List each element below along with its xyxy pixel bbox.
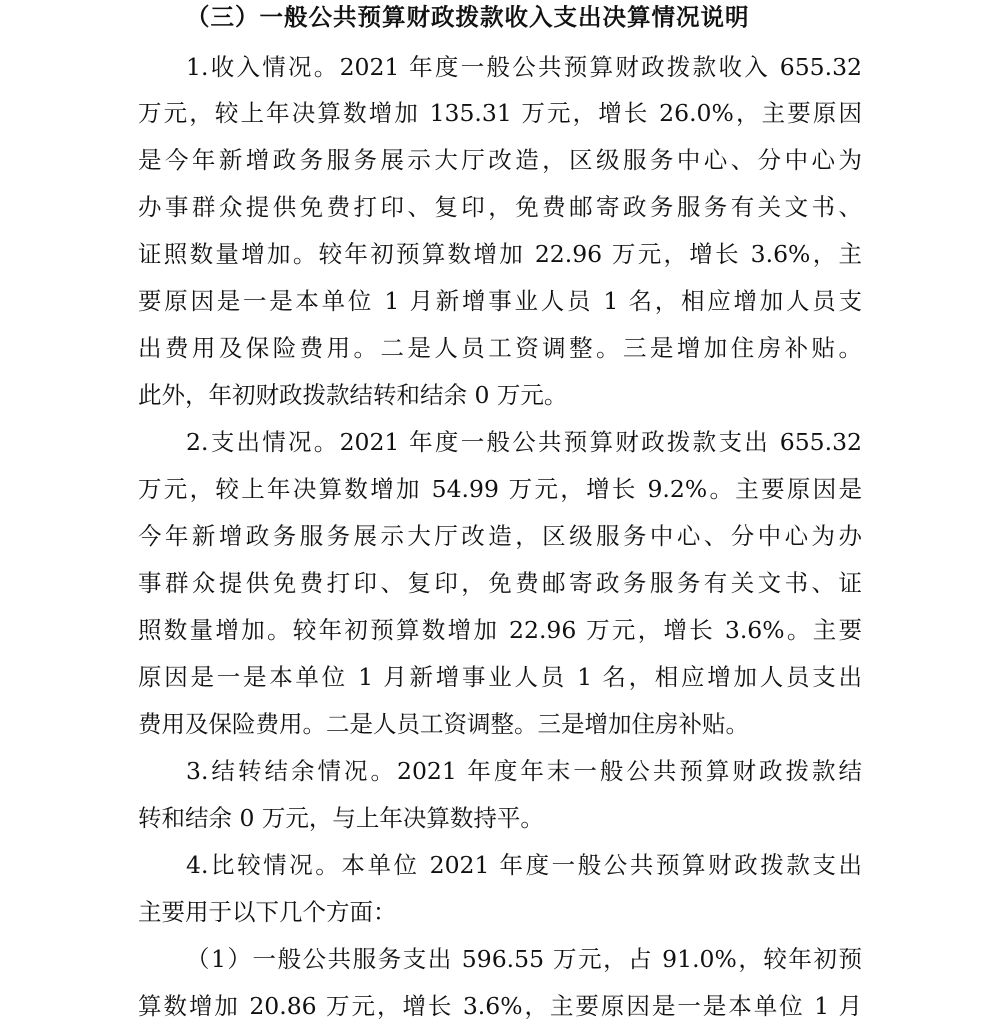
paragraph-line: 原因是一是本单位 1 月新增事业人员 1 名，相应增加人员支出 [138, 663, 862, 691]
paragraph-line: 4.比较情况。本单位 2021 年度一般公共预算财政拨款支出 [186, 851, 862, 879]
paragraph-line: 主要用于以下几个方面： [138, 898, 397, 926]
paragraph-line: 照数量增加。较年初预算数增加 22.96 万元，增长 3.6%。主要 [138, 616, 862, 644]
paragraph-line: 出费用及保险费用。二是人员工资调整。三是增加住房补贴。 [138, 334, 862, 362]
paragraph-line: 算数增加 20.86 万元，增长 3.6%，主要原因是一是本单位 1 月 [138, 992, 862, 1020]
paragraph-line: 转和结余 0 万元，与上年决算数持平。 [138, 804, 544, 832]
paragraph-line: （1）一般公共服务支出 596.55 万元，占 91.0%，较年初预 [186, 945, 862, 973]
section-heading: （三）一般公共预算财政拨款收入支出决算情况说明 [186, 3, 750, 31]
paragraph-line: 费用及保险费用。二是人员工资调整。三是增加住房补贴。 [138, 710, 749, 738]
paragraph-line: 此外，年初财政拨款结转和结余 0 万元。 [138, 381, 568, 409]
paragraph-line: 是今年新增政务服务展示大厅改造，区级服务中心、分中心为 [138, 146, 862, 174]
paragraph-line: 今年新增政务服务展示大厅改造，区级服务中心、分中心为办 [138, 522, 862, 550]
paragraph-line: 万元，较上年决算数增加 135.31 万元，增长 26.0%，主要原因 [138, 99, 862, 127]
paragraph-line: 办事群众提供免费打印、复印，免费邮寄政务服务有关文书、 [138, 193, 862, 221]
paragraph-line: 2.支出情况。2021 年度一般公共预算财政拨款支出 655.32 [186, 428, 862, 456]
paragraph-line: 3.结转结余情况。2021 年度年末一般公共预算财政拨款结 [186, 757, 862, 785]
paragraph-line: 证照数量增加。较年初预算数增加 22.96 万元，增长 3.6%，主 [138, 240, 862, 268]
paragraph-line: 万元，较上年决算数增加 54.99 万元，增长 9.2%。主要原因是 [138, 475, 862, 503]
paragraph-line: 事群众提供免费打印、复印，免费邮寄政务服务有关文书、证 [138, 569, 862, 597]
paragraph-line: 要原因是一是本单位 1 月新增事业人员 1 名，相应增加人员支 [138, 287, 862, 315]
paragraph-line: 1.收入情况。2021 年度一般公共预算财政拨款收入 655.32 [186, 53, 862, 81]
